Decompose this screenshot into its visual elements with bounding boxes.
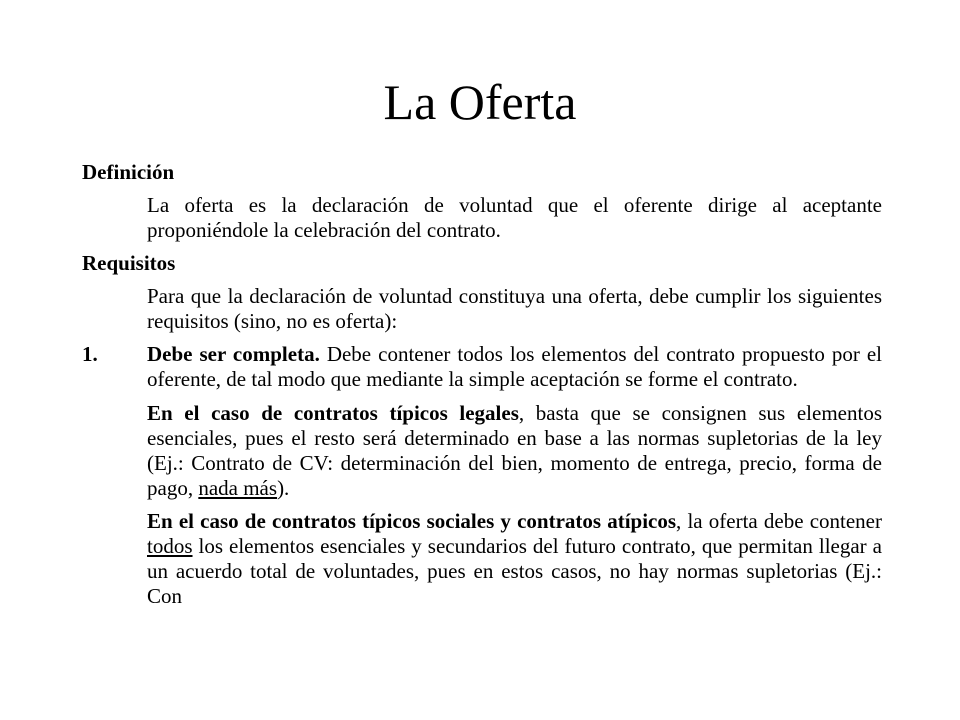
tipicos-legales-underlined: nada más [198, 476, 278, 500]
item-1-text: Debe contener todos los elementos del contrato propuesto por el oferente, de tal modo que mediante la simple aceptación se forme el contrato. [147, 342, 882, 391]
item-number: 1. [82, 342, 98, 366]
heading-definicion: Definición [82, 160, 175, 184]
tipicos-sociales-text-after: los elementos esenciales y secundarios del futuro contrato, que permitan llegar a un acuerdo total de voluntades, pues en estos casos, no hay normas supletorias (Ej.: Con [147, 534, 882, 608]
heading-requisitos: Requisitos [82, 251, 176, 275]
paragraph-tipicos-legales [147, 401, 882, 501]
tipicos-legales-bold-lead: En el caso de contratos típicos legales [147, 401, 519, 425]
tipicos-sociales-underlined: todos [147, 534, 193, 558]
paragraph-requisitos-intro: Para que la declaración de voluntad constituya una oferta, debe cumplir los siguientes requisitos (sino, no es oferta): [147, 284, 882, 333]
item-1-body [147, 342, 882, 392]
tipicos-sociales-bold-lead: En el caso de contratos típicos sociales y contratos atípicos [147, 509, 677, 533]
paragraph-definicion: La oferta es la declaración de voluntad que el oferente dirige al aceptante proponiéndole la celebración del contrato. [147, 193, 882, 242]
tipicos-sociales-text-before: , la oferta debe contener [676, 509, 882, 533]
slide-title: La Oferta [383, 74, 577, 130]
paragraph-tipicos-sociales [147, 509, 882, 609]
item-1-bold-lead: Debe ser completa. [147, 342, 320, 366]
tipicos-legales-text-before: , basta que se consignen sus elementos esenciales, pues el resto será determinado en base a las normas supletorias de la ley (Ej.: Contrato de CV: determinación del bien, momento de entrega, precio, forma de pago, [147, 401, 882, 500]
slide-content [82, 160, 882, 617]
tipicos-legales-text-after: ). [277, 476, 290, 500]
requirement-item-1 [82, 342, 882, 392]
